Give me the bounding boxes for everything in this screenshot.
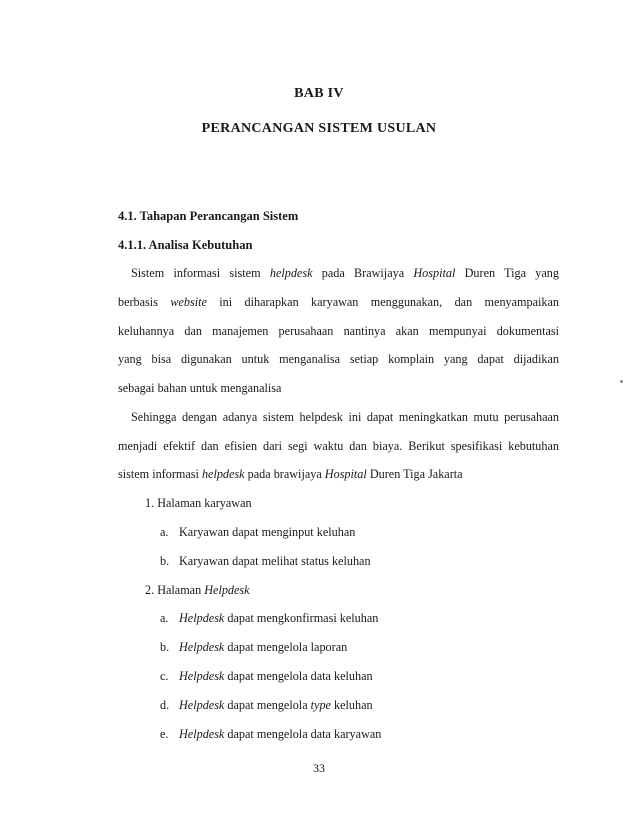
list-item-1: 1. Halaman karyawan [145, 496, 252, 510]
list-item-2: 2. Halaman Helpdesk [145, 583, 250, 597]
page-number: 33 [313, 761, 325, 775]
paragraph-2-line-1: Sehingga dengan adanya sistem helpdesk ini dapat meningkatkan mutu perusahaan [131, 410, 559, 424]
list-item-1b: b. Karyawan dapat melihat status keluhan [160, 554, 371, 568]
list-item-1a: a. Karyawan dapat menginput keluhan [160, 525, 356, 539]
paragraph-2-line-2: menjadi efektif dan efisien dari segi waktu dan biaya. Berikut spesifikasi kebutuhan [118, 439, 559, 453]
paragraph-2-line-3: sistem informasi helpdesk pada brawijaya Hospital Duren Tiga Jakarta [118, 467, 463, 481]
scan-speck [620, 380, 623, 383]
section-heading: 4.1. Tahapan Perancangan Sistem [118, 209, 299, 223]
list-item-2c: c. Helpdesk dapat mengelola data keluhan [160, 669, 373, 683]
list-item-2e: e. Helpdesk dapat mengelola data karyawan [160, 727, 382, 741]
list-item-2a: a. Helpdesk dapat mengkonfirmasi keluhan [160, 611, 379, 625]
chapter-number: BAB IV [294, 86, 344, 101]
list-item-2d: d. Helpdesk dapat mengelola type keluhan [160, 698, 373, 712]
subsection-heading: 4.1.1. Analisa Kebutuhan [118, 238, 253, 252]
paragraph-1-line-1: Sistem informasi sistem helpdesk pada Brawijaya Hospital Duren Tiga yang [131, 266, 559, 280]
paragraph-1-line-5: sebagai bahan untuk menganalisa [118, 381, 282, 395]
list-item-2b: b. Helpdesk dapat mengelola laporan [160, 640, 348, 654]
paragraph-1-line-3: keluhannya dan manajemen perusahaan nantinya akan mempunyai dokumentasi [118, 324, 559, 338]
chapter-title: PERANCANGAN SISTEM USULAN [201, 121, 437, 136]
paragraph-1-line-2: berbasis website ini diharapkan karyawan menggunakan, dan menyampaikan [118, 295, 560, 309]
paragraph-1-line-4: yang bisa digunakan untuk menganalisa setiap komplain yang dapat dijadikan [118, 352, 559, 366]
